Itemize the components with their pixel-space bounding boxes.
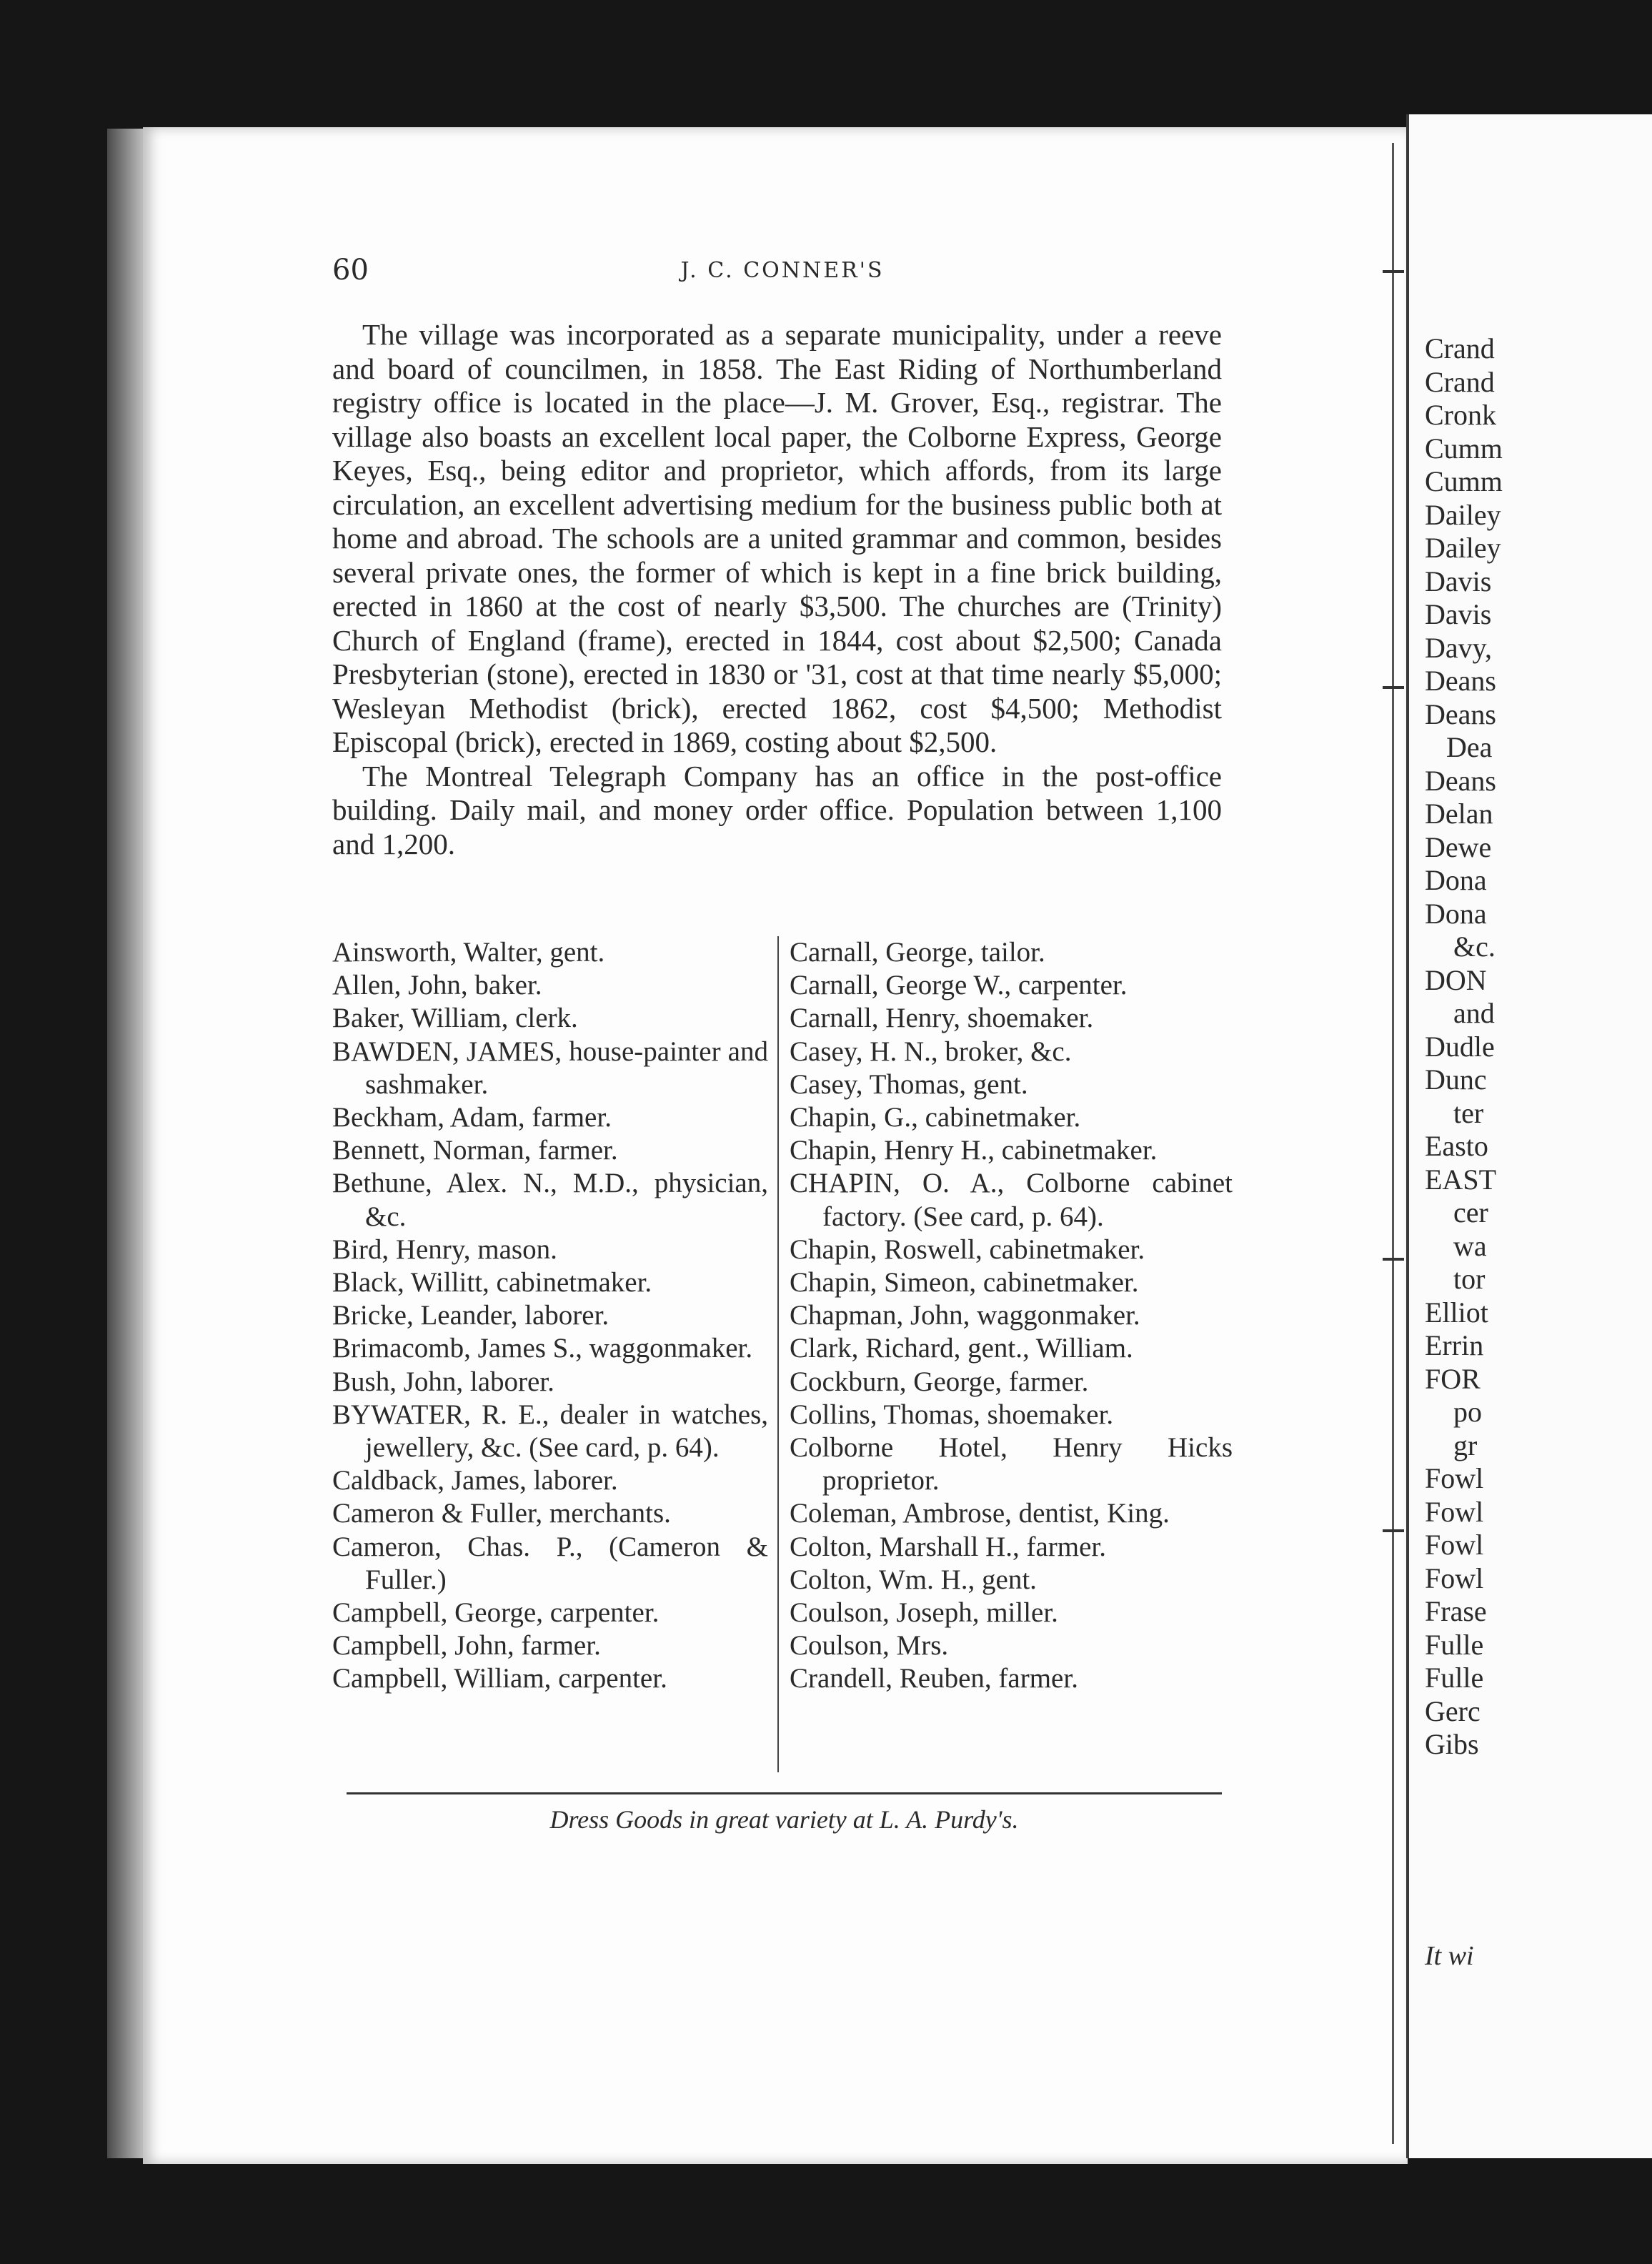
directory-entry: Casey, Thomas, gent.	[790, 1068, 1028, 1100]
facing-line: Elliot	[1425, 1296, 1488, 1329]
directory-entry: Casey, H. N., broker, &c.	[790, 1036, 1072, 1067]
facing-line: Deans	[1425, 665, 1496, 697]
facing-line: tor	[1453, 1263, 1486, 1295]
body-text	[332, 318, 1222, 861]
binding-tick	[1383, 1258, 1404, 1261]
facing-line: Fulle	[1425, 1628, 1484, 1661]
directory-entry: Carnall, Henry, shoemaker.	[790, 1003, 1094, 1034]
binding-tick	[1383, 1529, 1404, 1532]
running-title: J. C. CONNER'S	[680, 258, 885, 283]
directory-entry: Chapin, Henry H., cabinetmaker.	[790, 1135, 1158, 1166]
directory-entry: Colton, Wm. H., gent.	[790, 1564, 1037, 1595]
paragraph: The village was incorporated as a separate municipality, under a reeve and board of councilmen, in 1858. The East Riding of Northumberland registry office is located in the place—J. M. Grover, Esq., registrar. The village also boasts an excellent local paper, the Colborne Express, George Keyes, Esq., being editor and proprietor, which affords, from its large circulation, an excellent advertising medium for the business public both at home and abroad. The schools are a united grammar and common, besides several private ones, the former of which is kept in a fine brick building, erected in 1860 at the cost of nearly $3,500. The churches are (Trinity) Church of England (frame), erected in 1844, cost about $2,500; Canada Presbyterian (stone), erected in 1830 or '31, cost at that time nearly $5,000; Wesleyan Methodist (brick), erected 1862, cost $4,500; Methodist Episcopal (brick), erected in 1869, costing about $2,500.	[332, 318, 1222, 758]
directory-entry: Campbell, William, carpenter.	[332, 1663, 667, 1694]
directory-entry: BAWDEN, JAMES, house-painter and sashmaker.	[332, 1036, 768, 1100]
facing-line: Davis	[1425, 565, 1492, 597]
facing-line: Dona	[1425, 864, 1487, 896]
directory-entry: Carnall, George, tailor.	[790, 937, 1045, 968]
facing-line: Dailey	[1425, 532, 1501, 564]
facing-line: Fulle	[1425, 1662, 1484, 1694]
directory-entry: Coulson, Joseph, miller.	[790, 1597, 1058, 1629]
directory-entry: Bush, John, laborer.	[332, 1366, 554, 1397]
facing-line: cer	[1453, 1196, 1488, 1228]
facing-line: ter	[1453, 1096, 1484, 1129]
facing-line: po	[1453, 1396, 1482, 1428]
facing-line: Dona	[1425, 897, 1487, 930]
facing-line: Crand	[1425, 365, 1495, 398]
directory-entry: Campbell, John, farmer.	[332, 1630, 601, 1662]
facing-line: Fowl	[1425, 1529, 1484, 1561]
facing-line: Fowl	[1425, 1562, 1484, 1594]
directory-listing	[332, 936, 1233, 1776]
facing-line: EAST	[1425, 1163, 1496, 1196]
facing-line: Davis	[1425, 598, 1492, 630]
facing-line: DON	[1425, 963, 1487, 996]
directory-entry: Chapin, Simeon, cabinetmaker.	[790, 1267, 1139, 1299]
directory-entry: Carnall, George W., carpenter.	[790, 970, 1128, 1001]
directory-entry: Baker, William, clerk.	[332, 1003, 578, 1034]
facing-line: Dea	[1446, 731, 1493, 763]
facing-line: Deans	[1425, 697, 1496, 730]
directory-entry: Crandell, Reuben, farmer.	[790, 1663, 1078, 1694]
directory-entry: CHAPIN, O. A., Colborne cabinet factory. (See card, p. 64).	[790, 1168, 1233, 1232]
facing-line: Deans	[1425, 764, 1496, 797]
facing-line: Delan	[1425, 798, 1493, 830]
facing-line: Easto	[1425, 1130, 1488, 1162]
facing-line: Cumm	[1425, 432, 1503, 465]
directory-entry: Chapman, John, waggonmaker.	[790, 1300, 1140, 1331]
directory-entry: Collins, Thomas, shoemaker.	[790, 1399, 1114, 1430]
directory-entry: Black, Willitt, cabinetmaker.	[332, 1267, 652, 1299]
facing-line: Frase	[1425, 1595, 1487, 1627]
running-head	[332, 254, 1233, 297]
directory-entry: Coleman, Ambrose, dentist, King.	[790, 1498, 1170, 1529]
facing-line: Gibs	[1425, 1728, 1479, 1760]
directory-entry: Caldback, James, laborer.	[332, 1465, 618, 1496]
facing-line: Dunc	[1425, 1063, 1487, 1096]
page-number: 60	[332, 254, 369, 287]
facing-line: Dewe	[1425, 830, 1492, 863]
facing-line: &c.	[1453, 930, 1496, 963]
directory-entry: Bird, Henry, mason.	[332, 1233, 557, 1265]
directory-entry: Coulson, Mrs.	[790, 1630, 949, 1662]
facing-line: Cumm	[1425, 465, 1503, 497]
directory-entry: Bethune, Alex. N., M.D., physician, &c.	[332, 1168, 768, 1232]
directory-entry: Ainsworth, Walter, gent.	[332, 937, 605, 968]
facing-line: Dudle	[1425, 1030, 1495, 1063]
facing-line: Cronk	[1425, 399, 1496, 431]
facing-line: Fowl	[1425, 1495, 1484, 1528]
facing-line: Crand	[1425, 332, 1495, 364]
facing-page	[1406, 114, 1652, 2158]
facing-line: Gerc	[1425, 1694, 1481, 1727]
facing-line: Dailey	[1425, 498, 1501, 531]
directory-entry: Chapin, Roswell, cabinetmaker.	[790, 1233, 1145, 1265]
directory-entry: Allen, John, baker.	[332, 970, 542, 1001]
facing-line: Fowl	[1425, 1462, 1484, 1494]
directory-entry: Beckham, Adam, farmer.	[332, 1102, 612, 1133]
directory-entry: Campbell, George, carpenter.	[332, 1597, 660, 1629]
directory-column-right	[790, 936, 1233, 1696]
directory-entry: Brimacomb, James S., waggonmaker.	[332, 1333, 753, 1364]
facing-page-footer: It wi	[1425, 1941, 1474, 1971]
directory-entry: Colborne Hotel, Henry Hicks proprietor.	[790, 1432, 1233, 1496]
directory-entry: Cameron & Fuller, merchants.	[332, 1498, 671, 1529]
directory-entry: Colton, Marshall H., farmer.	[790, 1531, 1106, 1562]
binding-tick	[1383, 686, 1404, 689]
facing-line: Davy,	[1425, 631, 1493, 664]
column-divider	[777, 936, 779, 1772]
directory-entry: Chapin, G., cabinetmaker.	[790, 1102, 1081, 1133]
footer-advertisement: Dress Goods in great variety at L. A. Purdy's.	[549, 1805, 1019, 1834]
facing-line: gr	[1453, 1429, 1478, 1461]
directory-entry: Bricke, Leander, laborer.	[332, 1300, 609, 1331]
facing-line: Errin	[1425, 1329, 1484, 1361]
directory-entry: Bennett, Norman, farmer.	[332, 1135, 618, 1166]
directory-entry: BYWATER, R. E., dealer in watches, jewellery, &c. (See card, p. 64).	[332, 1399, 768, 1464]
directory-entry: Cameron, Chas. P., (Cameron & Fuller.)	[332, 1531, 768, 1595]
directory-column-left	[332, 936, 768, 1696]
facing-line: wa	[1453, 1229, 1487, 1262]
binding-tick	[1383, 270, 1404, 273]
paragraph: The Montreal Telegraph Company has an office in the post-office building. Daily mail, and money order office. Population between 1,100 and 1,200.	[332, 759, 1222, 860]
directory-entry: Clark, Richard, gent., William.	[790, 1333, 1133, 1364]
facing-line: and	[1453, 997, 1495, 1029]
facing-page-list	[1425, 332, 1652, 1762]
footer-rule	[347, 1792, 1222, 1794]
directory-entry: Cockburn, George, farmer.	[790, 1366, 1089, 1397]
facing-line: FOR	[1425, 1362, 1481, 1395]
gutter-line	[1392, 143, 1394, 2144]
